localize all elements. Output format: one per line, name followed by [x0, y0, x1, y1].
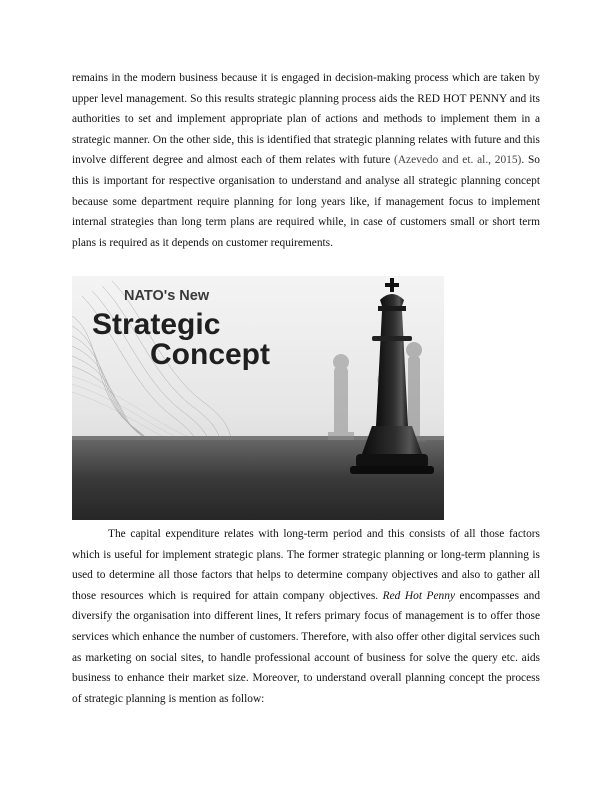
paragraph-text: The capital expenditure relates with long-term period and this consists of all those factors which is useful for implement strategic plans. The former strategic planning or long-term planning is used to determine all those factors that helps to determine company objectives and also to gather all those resources which is required for attain company objectives. [72, 528, 540, 602]
figure-caption: NATO's New [124, 288, 210, 304]
citation: (Azevedo and et. al., 2015) [394, 154, 522, 167]
company-name: Red Hot Penny [382, 589, 456, 602]
body-paragraph-1 [72, 68, 540, 253]
paragraph-text: . So this is important for respective organisation to understand and analyse all strategic planning concept because some department require planning for long years like, if management focus to implement internal strategies than long term plans are required while, in case of customers small or short term plans is required as it depends on customer requirements. [72, 154, 540, 249]
paragraph-text: remains in the modern business because it is engaged in decision-making process which are taken by upper level management. So this results strategic planning process aids the RED HOT PENNY and its authorities to set and implement appropriate plan of actions and methods to implement them in a strategic manner. On the other side, this is identified that strategic planning relates with future and this involve different degree and almost each of them relates with future [72, 72, 540, 167]
strategic-concept-image [72, 276, 444, 520]
figure-title-line1: Strategic [92, 308, 221, 341]
figure-title-line2: Concept [150, 338, 270, 371]
body-paragraph-2 [72, 524, 540, 709]
paragraph-text: encompasses and diversify the organisation into different lines, It refers primary focus of management is to offer those services which enhance the number of customers. Therefore, with also offer other digital services such as marketing on social sites, to handle professional account of business for solve the query etc. aids business to enhance their market size. Moreover, to understand overall planning concept the process of strategic planning is mention as follow: [72, 589, 541, 705]
